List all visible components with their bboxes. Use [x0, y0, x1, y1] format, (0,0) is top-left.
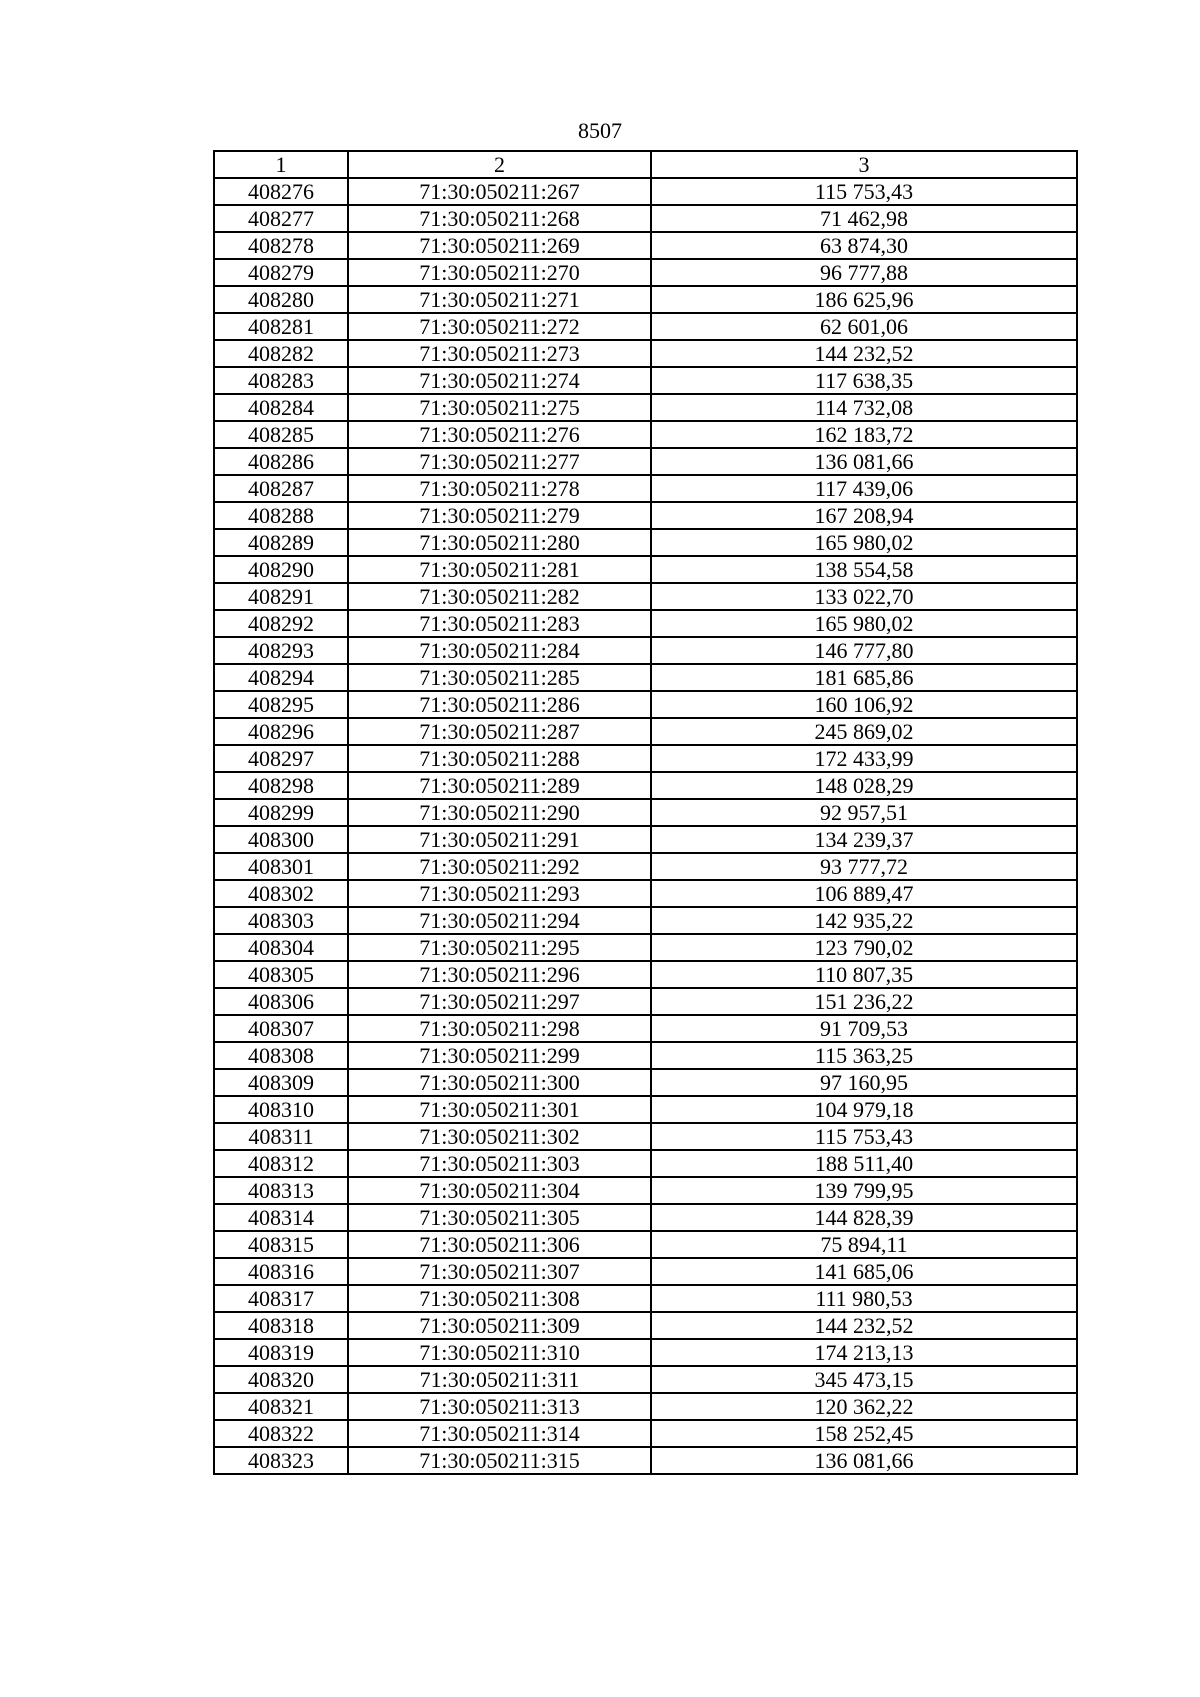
table-row: [214, 1015, 1077, 1042]
row-number-cell: 408295: [214, 691, 348, 718]
value-cell: 71 462,98: [651, 205, 1077, 232]
value-cell: 134 239,37: [651, 826, 1077, 853]
value-cell: 115 753,43: [651, 1123, 1077, 1150]
cadastral-number-cell: 71:30:050211:287: [348, 718, 651, 745]
value-cell: 172 433,99: [651, 745, 1077, 772]
row-number-cell: 408287: [214, 475, 348, 502]
page-number: 8507: [578, 118, 622, 143]
table-row: [214, 1285, 1077, 1312]
table-row: [214, 988, 1077, 1015]
row-number-cell: 408320: [214, 1366, 348, 1393]
row-number-cell: 408307: [214, 1015, 348, 1042]
value-cell: 75 894,11: [651, 1231, 1077, 1258]
row-number-cell: 408296: [214, 718, 348, 745]
table-row: [214, 556, 1077, 583]
cadastral-number-cell: 71:30:050211:289: [348, 772, 651, 799]
row-number-cell: 408289: [214, 529, 348, 556]
table-row: [214, 583, 1077, 610]
value-cell: 117 439,06: [651, 475, 1077, 502]
value-cell: 141 685,06: [651, 1258, 1077, 1285]
cadastral-number-cell: 71:30:050211:280: [348, 529, 651, 556]
value-cell: 144 232,52: [651, 1312, 1077, 1339]
row-number-cell: 408316: [214, 1258, 348, 1285]
cadastral-number-cell: 71:30:050211:303: [348, 1150, 651, 1177]
row-number-cell: 408283: [214, 367, 348, 394]
row-number-cell: 408285: [214, 421, 348, 448]
table-row: [214, 1231, 1077, 1258]
row-number-cell: 408323: [214, 1447, 348, 1474]
cadastral-number-cell: 71:30:050211:271: [348, 286, 651, 313]
cadastral-number-cell: 71:30:050211:279: [348, 502, 651, 529]
row-number-cell: 408312: [214, 1150, 348, 1177]
header-cell-col-2: 2: [348, 151, 651, 178]
value-cell: 162 183,72: [651, 421, 1077, 448]
row-number-cell: 408291: [214, 583, 348, 610]
cadastral-number-cell: 71:30:050211:293: [348, 880, 651, 907]
table-row: [214, 826, 1077, 853]
table-row: [214, 1393, 1077, 1420]
row-number-cell: 408292: [214, 610, 348, 637]
table-row: [214, 637, 1077, 664]
table-row: [214, 394, 1077, 421]
value-cell: 115 753,43: [651, 178, 1077, 205]
row-number-cell: 408319: [214, 1339, 348, 1366]
value-cell: 120 362,22: [651, 1393, 1077, 1420]
cadastral-number-cell: 71:30:050211:309: [348, 1312, 651, 1339]
cadastral-number-cell: 71:30:050211:306: [348, 1231, 651, 1258]
value-cell: 114 732,08: [651, 394, 1077, 421]
table-row: [214, 1258, 1077, 1285]
row-number-cell: 408310: [214, 1096, 348, 1123]
row-number-cell: 408277: [214, 205, 348, 232]
table-row: [214, 691, 1077, 718]
cadastral-number-cell: 71:30:050211:294: [348, 907, 651, 934]
table-header-row: [214, 151, 1077, 178]
table-row: [214, 799, 1077, 826]
value-cell: 136 081,66: [651, 1447, 1077, 1474]
row-number-cell: 408311: [214, 1123, 348, 1150]
table-row: [214, 664, 1077, 691]
value-cell: 151 236,22: [651, 988, 1077, 1015]
row-number-cell: 408280: [214, 286, 348, 313]
row-number-cell: 408309: [214, 1069, 348, 1096]
row-number-cell: 408294: [214, 664, 348, 691]
table-row: [214, 610, 1077, 637]
table-row: [214, 1069, 1077, 1096]
value-cell: 146 777,80: [651, 637, 1077, 664]
row-number-cell: 408293: [214, 637, 348, 664]
cadastral-number-cell: 71:30:050211:277: [348, 448, 651, 475]
value-cell: 174 213,13: [651, 1339, 1077, 1366]
cadastral-number-cell: 71:30:050211:285: [348, 664, 651, 691]
table-row: [214, 853, 1077, 880]
cadastral-number-cell: 71:30:050211:281: [348, 556, 651, 583]
header-cell-col-1: 1: [214, 151, 348, 178]
table-row: [214, 1312, 1077, 1339]
cadastral-number-cell: 71:30:050211:270: [348, 259, 651, 286]
cadastral-number-cell: 71:30:050211:311: [348, 1366, 651, 1393]
cadastral-number-cell: 71:30:050211:310: [348, 1339, 651, 1366]
cadastral-number-cell: 71:30:050211:274: [348, 367, 651, 394]
table-row: [214, 340, 1077, 367]
cadastral-number-cell: 71:30:050211:292: [348, 853, 651, 880]
row-number-cell: 408317: [214, 1285, 348, 1312]
table-row: [214, 448, 1077, 475]
data-table: [213, 150, 1078, 1475]
row-number-cell: 408278: [214, 232, 348, 259]
table-row: [214, 502, 1077, 529]
header-cell-col-3: 3: [651, 151, 1077, 178]
cadastral-number-cell: 71:30:050211:273: [348, 340, 651, 367]
table-row: [214, 205, 1077, 232]
cadastral-number-cell: 71:30:050211:314: [348, 1420, 651, 1447]
cadastral-number-cell: 71:30:050211:305: [348, 1204, 651, 1231]
row-number-cell: 408308: [214, 1042, 348, 1069]
cadastral-number-cell: 71:30:050211:282: [348, 583, 651, 610]
value-cell: 138 554,58: [651, 556, 1077, 583]
cadastral-number-cell: 71:30:050211:278: [348, 475, 651, 502]
cadastral-number-cell: 71:30:050211:308: [348, 1285, 651, 1312]
table-row: [214, 367, 1077, 394]
row-number-cell: 408304: [214, 934, 348, 961]
value-cell: 245 869,02: [651, 718, 1077, 745]
cadastral-number-cell: 71:30:050211:295: [348, 934, 651, 961]
cadastral-number-cell: 71:30:050211:268: [348, 205, 651, 232]
table-row: [214, 1150, 1077, 1177]
value-cell: 165 980,02: [651, 529, 1077, 556]
table-row: [214, 1096, 1077, 1123]
table-row: [214, 880, 1077, 907]
cadastral-number-cell: 71:30:050211:302: [348, 1123, 651, 1150]
cadastral-number-cell: 71:30:050211:315: [348, 1447, 651, 1474]
cadastral-number-cell: 71:30:050211:299: [348, 1042, 651, 1069]
row-number-cell: 408297: [214, 745, 348, 772]
cadastral-number-cell: 71:30:050211:283: [348, 610, 651, 637]
table-row: [214, 718, 1077, 745]
row-number-cell: 408299: [214, 799, 348, 826]
cadastral-number-cell: 71:30:050211:276: [348, 421, 651, 448]
value-cell: 188 511,40: [651, 1150, 1077, 1177]
cadastral-number-cell: 71:30:050211:291: [348, 826, 651, 853]
value-cell: 186 625,96: [651, 286, 1077, 313]
table-row: [214, 961, 1077, 988]
row-number-cell: 408284: [214, 394, 348, 421]
table-row: [214, 1042, 1077, 1069]
value-cell: 93 777,72: [651, 853, 1077, 880]
row-number-cell: 408282: [214, 340, 348, 367]
row-number-cell: 408321: [214, 1393, 348, 1420]
table-row: [214, 1339, 1077, 1366]
row-number-cell: 408305: [214, 961, 348, 988]
row-number-cell: 408306: [214, 988, 348, 1015]
value-cell: 148 028,29: [651, 772, 1077, 799]
value-cell: 144 828,39: [651, 1204, 1077, 1231]
table-row: [214, 1177, 1077, 1204]
cadastral-number-cell: 71:30:050211:269: [348, 232, 651, 259]
value-cell: 62 601,06: [651, 313, 1077, 340]
value-cell: 133 022,70: [651, 583, 1077, 610]
table-row: [214, 421, 1077, 448]
row-number-cell: 408290: [214, 556, 348, 583]
cadastral-number-cell: 71:30:050211:275: [348, 394, 651, 421]
value-cell: 167 208,94: [651, 502, 1077, 529]
row-number-cell: 408288: [214, 502, 348, 529]
value-cell: 115 363,25: [651, 1042, 1077, 1069]
table-body: [214, 178, 1077, 1474]
table-row: [214, 232, 1077, 259]
table-row: [214, 1204, 1077, 1231]
cadastral-number-cell: 71:30:050211:298: [348, 1015, 651, 1042]
value-cell: 139 799,95: [651, 1177, 1077, 1204]
table-row: [214, 313, 1077, 340]
value-cell: 136 081,66: [651, 448, 1077, 475]
value-cell: 104 979,18: [651, 1096, 1077, 1123]
value-cell: 97 160,95: [651, 1069, 1077, 1096]
cadastral-number-cell: 71:30:050211:290: [348, 799, 651, 826]
value-cell: 110 807,35: [651, 961, 1077, 988]
value-cell: 91 709,53: [651, 1015, 1077, 1042]
row-number-cell: 408318: [214, 1312, 348, 1339]
cadastral-number-cell: 71:30:050211:286: [348, 691, 651, 718]
cadastral-number-cell: 71:30:050211:301: [348, 1096, 651, 1123]
value-cell: 111 980,53: [651, 1285, 1077, 1312]
cadastral-number-cell: 71:30:050211:272: [348, 313, 651, 340]
row-number-cell: 408298: [214, 772, 348, 799]
table-row: [214, 286, 1077, 313]
value-cell: 158 252,45: [651, 1420, 1077, 1447]
table-row: [214, 772, 1077, 799]
table-row: [214, 907, 1077, 934]
row-number-cell: 408301: [214, 853, 348, 880]
table-row: [214, 1366, 1077, 1393]
table-row: [214, 259, 1077, 286]
cadastral-number-cell: 71:30:050211:267: [348, 178, 651, 205]
value-cell: 63 874,30: [651, 232, 1077, 259]
value-cell: 123 790,02: [651, 934, 1077, 961]
cadastral-number-cell: 71:30:050211:297: [348, 988, 651, 1015]
row-number-cell: 408300: [214, 826, 348, 853]
table-row: [214, 1123, 1077, 1150]
cadastral-number-cell: 71:30:050211:288: [348, 745, 651, 772]
value-cell: 106 889,47: [651, 880, 1077, 907]
row-number-cell: 408314: [214, 1204, 348, 1231]
value-cell: 345 473,15: [651, 1366, 1077, 1393]
row-number-cell: 408279: [214, 259, 348, 286]
table-row: [214, 178, 1077, 205]
table-row: [214, 529, 1077, 556]
cadastral-number-cell: 71:30:050211:313: [348, 1393, 651, 1420]
table-row: [214, 1447, 1077, 1474]
row-number-cell: 408315: [214, 1231, 348, 1258]
table-row: [214, 475, 1077, 502]
cadastral-number-cell: 71:30:050211:304: [348, 1177, 651, 1204]
value-cell: 160 106,92: [651, 691, 1077, 718]
value-cell: 165 980,02: [651, 610, 1077, 637]
cadastral-number-cell: 71:30:050211:300: [348, 1069, 651, 1096]
value-cell: 181 685,86: [651, 664, 1077, 691]
row-number-cell: 408303: [214, 907, 348, 934]
value-cell: 142 935,22: [651, 907, 1077, 934]
row-number-cell: 408322: [214, 1420, 348, 1447]
value-cell: 117 638,35: [651, 367, 1077, 394]
cadastral-number-cell: 71:30:050211:284: [348, 637, 651, 664]
cadastral-number-cell: 71:30:050211:296: [348, 961, 651, 988]
table-row: [214, 1420, 1077, 1447]
row-number-cell: 408281: [214, 313, 348, 340]
table-row: [214, 934, 1077, 961]
row-number-cell: 408286: [214, 448, 348, 475]
row-number-cell: 408313: [214, 1177, 348, 1204]
value-cell: 144 232,52: [651, 340, 1077, 367]
row-number-cell: 408302: [214, 880, 348, 907]
value-cell: 96 777,88: [651, 259, 1077, 286]
row-number-cell: 408276: [214, 178, 348, 205]
table-row: [214, 745, 1077, 772]
cadastral-number-cell: 71:30:050211:307: [348, 1258, 651, 1285]
value-cell: 92 957,51: [651, 799, 1077, 826]
